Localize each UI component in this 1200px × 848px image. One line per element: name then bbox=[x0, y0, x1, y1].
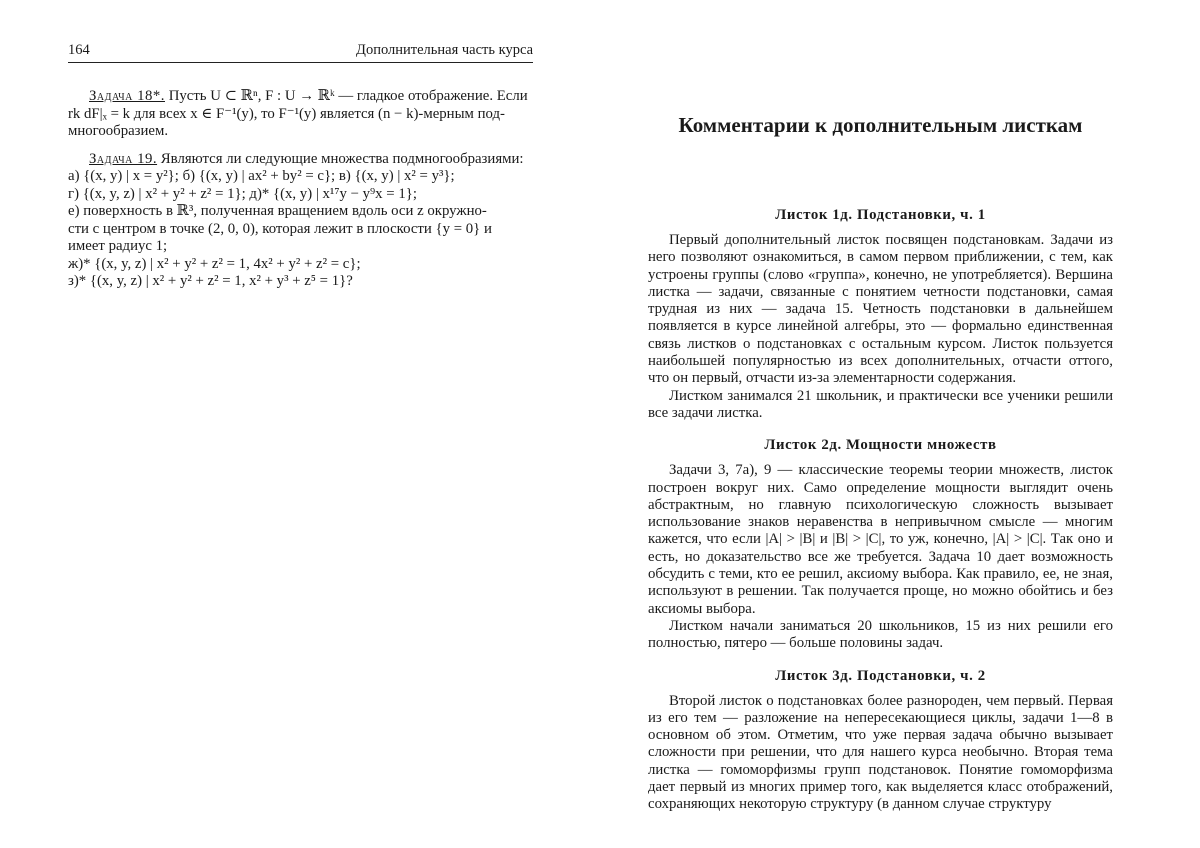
section-3-paragraph-1: Второй листок о подстановках более разнороден, чем первый. Первая из его тем — разложение на непересекающиеся циклы, задачи 1—8 в основном об этом. Отметим, что уже первая задача обычно вызывает сложности при решении, что для нашего курса необычно. Вторая тема листка — гомоморфизмы групп подстановок. Понятие гомоморфизма дает первый из многих пример того, как выделяется класс отображений, сохраняющих некоторую структуру (в данном случае структуру bbox=[648, 693, 1113, 814]
section-heading-3: Листок 3д. Подстановки, ч. 2 bbox=[648, 667, 1113, 685]
task-19-row-2: г) {(x, y, z) | x² + y² + z² = 1}; д)* {(x, y) | x¹⁷y − y⁹x = 1}; bbox=[68, 186, 533, 204]
task-19-intro: Являются ли следующие множества подмногообразиями: bbox=[161, 151, 524, 167]
left-page bbox=[68, 0, 533, 848]
task-19-label: Задача 19. bbox=[89, 151, 157, 167]
task-19-item-e-3: имеет радиус 1; bbox=[68, 238, 533, 256]
task-19-row-1: а) {(x, y) | x = y²}; б) {(x, y) | ax² + by² = c}; в) {(x, y) | x² = y³}; bbox=[68, 168, 533, 186]
task-18-line-3: многообразием. bbox=[68, 123, 533, 141]
task-19-item-e-2: сти с центром в точке (2, 0, 0), которая лежит в плоскости {y = 0} и bbox=[68, 221, 533, 239]
task-19-item-e-1: е) поверхность в ℝ³, полученная вращением вдоль оси z окружно- bbox=[68, 203, 533, 221]
task-18-line-1 bbox=[68, 88, 533, 106]
book-spread bbox=[0, 0, 1200, 848]
task-19-item-zh: ж)* {(x, y, z) | x² + y² + z² = 1, 4x² + y² + z² = c}; bbox=[68, 256, 533, 274]
section-1-paragraph-2: Листком занимался 21 школьник, и практически все ученики решили все задачи листка. bbox=[648, 388, 1113, 423]
task-18 bbox=[68, 88, 533, 141]
task-18-text-1: Пусть U ⊂ ℝⁿ, F : U → ℝᵏ — гладкое отображение. Если bbox=[169, 88, 528, 104]
task-19-intro-line bbox=[68, 151, 533, 169]
task-19 bbox=[68, 151, 533, 291]
page-number: 164 bbox=[68, 42, 90, 59]
chapter-title: Комментарии к дополнительным листкам bbox=[648, 112, 1113, 138]
task-18-line-2: rk dF|ₓ = k для всех x ∈ F⁻¹(y), то F⁻¹(y) является (n − k)-мерным под- bbox=[68, 106, 533, 124]
left-page-body bbox=[68, 88, 533, 291]
section-heading-1: Листок 1д. Подстановки, ч. 1 bbox=[648, 206, 1113, 224]
task-19-item-z: з)* {(x, y, z) | x² + y² + z² = 1, x² + y³ + z⁵ = 1}? bbox=[68, 273, 533, 291]
section-heading-2: Листок 2д. Мощности множеств bbox=[648, 436, 1113, 454]
running-head bbox=[68, 42, 533, 63]
right-page bbox=[648, 0, 1113, 848]
section-2-paragraph-2: Листком начали заниматься 20 школьников, 15 из них решили его полностью, пятеро — больше половины задач. bbox=[648, 618, 1113, 653]
section-1-paragraph-1: Первый дополнительный листок посвящен подстановкам. Задачи из него позволяют ознакомиться, в самом первом приближении, с тем, как устроены группы (слово «группа», конечно, не употребляется). Вершина листка — задачи, связанные с понятием четности подстановки, самая трудная из них — задача 15. Четность подстановки в дальнейшем появляется в курсе линейной алгебры, это — формально единственная связь листков о подстановках с остальным курсом. Листок пользуется наибольшей популярностью из всех дополнительных, отчасти оттого, что он первый, отчасти из-за элементарности содержания. bbox=[648, 232, 1113, 388]
running-title: Дополнительная часть курса bbox=[356, 42, 533, 59]
right-page-body bbox=[648, 206, 1113, 814]
task-18-label: Задача 18*. bbox=[89, 88, 165, 104]
section-2-paragraph-1: Задачи 3, 7а), 9 — классические теоремы теории множеств, листок построен вокруг них. Само определение мощности выглядит очень абстрактным, но главную психологическую сложность вызывает использование знаков неравенства в непривычном смысле — многим кажется, что если |A| > |B| и |B| > |C|, то уж, конечно, |A| > |C|. Так оно и есть, но доказательство все же требуется. Задача 10 дает возможность обсудить с теми, кто ее решил, аксиому выбора. Как правило, ее, не зная, используют в решении. Так получается проще, но можно обойтись и без аксиомы выбора. bbox=[648, 462, 1113, 618]
